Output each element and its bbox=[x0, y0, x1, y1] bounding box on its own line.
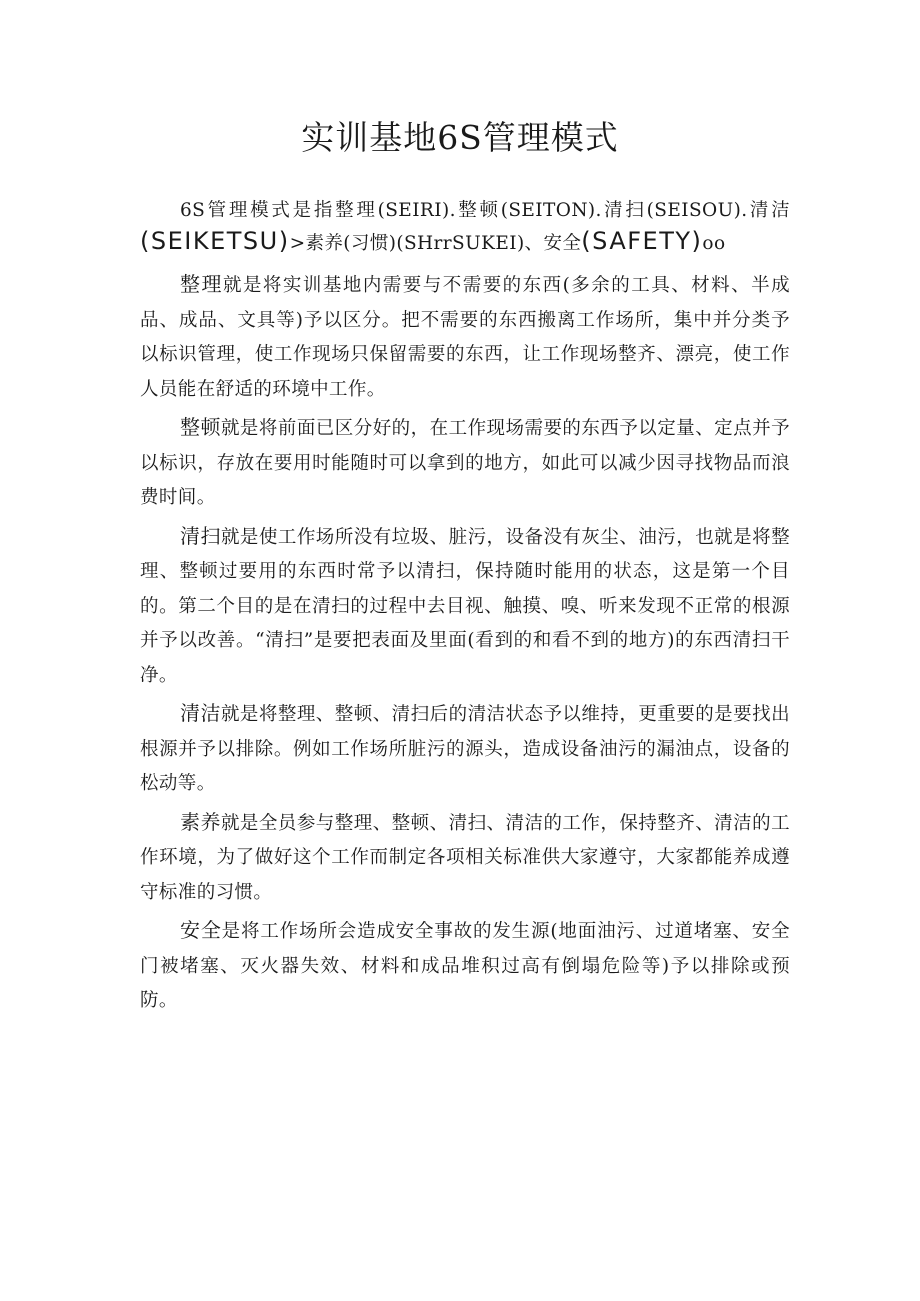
section-text: 就是将前面已区分好的，在工作现场需要的东西予以定量、定点并予以标识，存放在要用时能随时可以拿到的地方，如此可以减少因寻找物品而浪费时间。 bbox=[140, 418, 790, 508]
intro-paren-open: ( bbox=[140, 227, 151, 255]
section-paragraph bbox=[140, 696, 790, 802]
intro-paren-close-2: ) bbox=[691, 227, 703, 255]
section-term: 清扫 bbox=[180, 523, 221, 548]
section-text: 就是将整理、整顿、清扫后的清洁状态予以维持，更重要的是要找出根源并予以排除。例如工作场所脏污的源头，造成设备油污的漏油点，设备的松动等。 bbox=[140, 704, 790, 794]
section-paragraph bbox=[140, 410, 790, 516]
section-term: 素养 bbox=[180, 809, 221, 834]
intro-paragraph bbox=[140, 196, 790, 259]
document-body bbox=[140, 196, 790, 1019]
section-term: 整理 bbox=[180, 272, 223, 296]
section-term: 整顿 bbox=[180, 415, 221, 439]
section-term: 安全 bbox=[180, 918, 222, 942]
intro-paren-open-2: ( bbox=[581, 227, 593, 255]
section-text: 就是使工作场所没有垃圾、脏污，设备没有灰尘、油污，也就是将整理、整顿过要用的东西时常予以清扫，保持随时能用的状态，这是第一个目的。第二个目的是在清扫的过程中去目视、触摸、嗅、听来发现不正常的根源并予以改善。“清扫”是要把表面及里面(看到的和看不到的地方)的东西清扫干净。 bbox=[140, 526, 790, 686]
intro-paren-close: ) bbox=[278, 227, 290, 255]
section-paragraph bbox=[140, 267, 790, 407]
section-paragraph bbox=[140, 805, 790, 911]
intro-seiketsu: SEIKETSU bbox=[150, 227, 279, 255]
intro-safety: SAFETY bbox=[592, 227, 692, 255]
intro-line: 6S管理模式是指整理(SEIRI).整顿(SEITON).清扫(SEISOU).清洁 bbox=[180, 200, 790, 221]
intro-end: oo bbox=[702, 233, 726, 254]
section-text: 就是全员参与整理、整顿、清扫、清洁的工作，保持整齐、清洁的工作环境，为了做好这个工作而制定各项相关标准供大家遵守，大家都能养成遵守标准的习惯。 bbox=[140, 812, 790, 903]
document-title: 实训基地6S管理模式 bbox=[301, 118, 619, 157]
section-term: 清洁 bbox=[180, 701, 221, 725]
section-paragraph bbox=[140, 519, 790, 694]
section-paragraph bbox=[140, 913, 790, 1019]
section-text: 是将工作场所会造成安全事故的发生源(地面油污、过道堵塞、安全门被堵塞、灭火器失效、材料和成品堆积过高有倒塌危险等)予以排除或预防。 bbox=[140, 921, 790, 1011]
section-text: 就是将实训基地内需要与不需要的东西(多余的工具、材料、半成品、成品、文具等)予以区分。把不需要的东西搬离工作场所，集中并分类予以标识管理，使工作现场只保留需要的东西，让工作现场整齐、漂亮，使工作人员能在舒适的环境中工作。 bbox=[140, 275, 790, 400]
intro-middle: >素养(习惯)(SHrrSUKEI)、安全 bbox=[289, 233, 582, 254]
